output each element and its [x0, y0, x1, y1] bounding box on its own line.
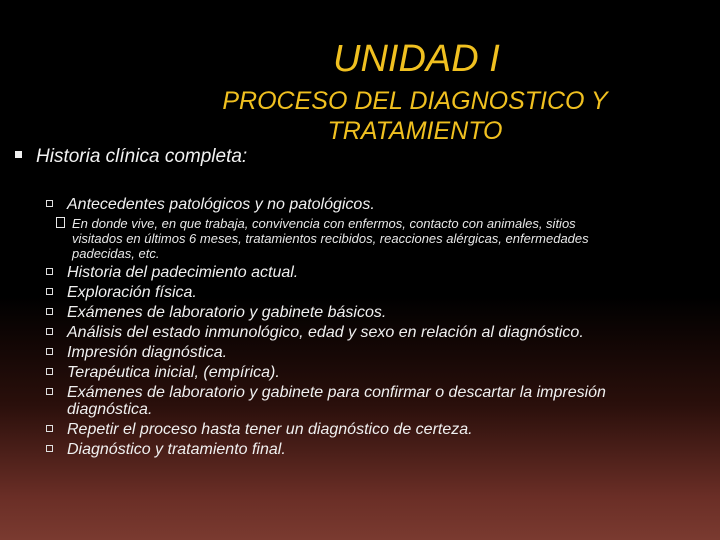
- list-item-text: Historia del padecimiento actual.: [67, 264, 299, 281]
- list-item: [46, 384, 606, 418]
- list-item: [46, 284, 606, 301]
- list-item-text: Exploración física.: [67, 284, 197, 301]
- hollow-square-bullet-icon: [46, 388, 53, 395]
- main-bullet: [15, 146, 247, 168]
- list-item: [46, 364, 606, 381]
- hollow-square-bullet-icon: [46, 288, 53, 295]
- missing-glyph-box-icon: [56, 217, 65, 228]
- hollow-square-bullet-icon: [46, 348, 53, 355]
- hollow-square-bullet-icon: [46, 308, 53, 315]
- list-item-text: Diagnóstico y tratamiento final.: [67, 441, 286, 458]
- list-item: [46, 344, 606, 361]
- hollow-square-bullet-icon: [46, 445, 53, 452]
- slide-subtitle: PROCESO DEL DIAGNOSTICO Y TRATAMIENTO: [222, 87, 608, 145]
- hollow-square-bullet-icon: [46, 328, 53, 335]
- main-bullet-text: Historia clínica completa:: [36, 146, 248, 167]
- slide-title: UNIDAD I: [333, 38, 500, 80]
- list-item-text: Antecedentes patológicos y no patológicos.: [67, 196, 375, 213]
- list-item: [46, 441, 606, 458]
- hollow-square-bullet-icon: [46, 425, 53, 432]
- list-item-text: Repetir el proceso hasta tener un diagnóstico de certeza.: [67, 421, 473, 438]
- list-item: [46, 196, 606, 213]
- list-item: [46, 421, 606, 438]
- list-item-text: Exámenes de laboratorio y gabinete básicos.: [67, 304, 387, 321]
- list-item: [46, 264, 606, 281]
- list-item: [46, 324, 606, 341]
- sub-list-item: [32, 216, 612, 261]
- sub-list-item-text: En donde vive, en que trabaja, convivencia con enfermos, contacto con animales, sitios visitados en últimos 6 meses, tratamientos recibidos, reacciones alérgicas, enfermedades padecidas, etc.: [72, 216, 589, 261]
- bullet-list: [46, 196, 606, 461]
- hollow-square-bullet-icon: [46, 200, 53, 207]
- list-item-text: Exámenes de laboratorio y gabinete para confirmar o descartar la impresión diagnóstica.: [67, 384, 606, 418]
- hollow-square-bullet-icon: [46, 268, 53, 275]
- hollow-square-bullet-icon: [46, 368, 53, 375]
- list-item: [46, 304, 606, 321]
- list-item-text: Impresión diagnóstica.: [67, 344, 228, 361]
- list-item-text: Análisis del estado inmunológico, edad y sexo en relación al diagnóstico.: [67, 324, 584, 341]
- list-item-text: Terapéutica inicial, (empírica).: [67, 364, 280, 381]
- filled-square-bullet-icon: [15, 151, 22, 158]
